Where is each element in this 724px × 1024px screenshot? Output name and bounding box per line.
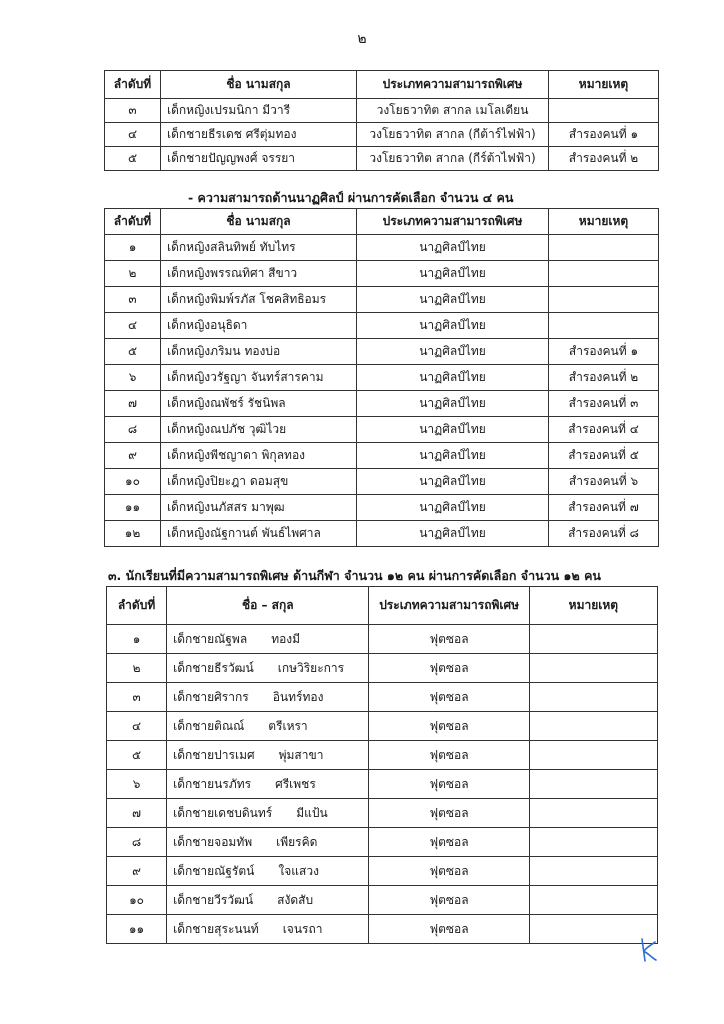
header-ability-type: ประเภทความสามารถพิเศษ <box>369 587 529 625</box>
header-name: ชื่อ นามสกุล <box>161 209 357 235</box>
section-heading-thai-dance: - ความสามารถด้านนาฏศิลป์ ผ่านการคัดเลือก จำนวน ๔ คน <box>188 190 514 205</box>
row-ability: ฟุตซอล <box>369 886 529 915</box>
table-row <box>107 625 658 654</box>
row-order: ๑๐ <box>107 886 167 915</box>
row-ability: วงโยธวาทิต สากล เมโลเดียน <box>357 99 549 123</box>
row-order: ๔ <box>105 123 161 147</box>
last-name: ตรีเหรา <box>268 718 308 733</box>
row-name: เด็กหญิงปิยะฎา ดอมสุข <box>161 469 357 495</box>
table-row <box>107 654 658 683</box>
table-row <box>107 915 658 944</box>
row-order: ๑๒ <box>105 521 161 547</box>
row-order: ๑๑ <box>107 915 167 944</box>
row-ability: ฟุตซอล <box>369 915 529 944</box>
header-name: ชื่อ นามสกุล <box>161 71 357 99</box>
table-row <box>105 235 659 261</box>
row-name <box>167 915 369 944</box>
row-name: เด็กหญิงวรัฐญา จันทร์สารคาม <box>161 365 357 391</box>
last-name: มีแป้น <box>296 805 328 820</box>
row-ability: ฟุตซอล <box>369 857 529 886</box>
row-remark <box>549 313 659 339</box>
last-name: อินทร์ทอง <box>272 689 324 704</box>
row-remark <box>529 683 657 712</box>
table-row <box>107 683 658 712</box>
table-row <box>105 417 659 443</box>
table-row <box>105 261 659 287</box>
header-order: ลำดับที่ <box>105 209 161 235</box>
row-order: ๓ <box>105 99 161 123</box>
header-name: ชื่อ – สกุล <box>167 587 369 625</box>
row-remark <box>529 857 657 886</box>
row-name: เด็กหญิงพิมพ์รภัส โชคสิทธิอมร <box>161 287 357 313</box>
row-ability: นาฏศิลป์ไทย <box>357 469 549 495</box>
row-remark: สำรองคนที่ ๒ <box>549 147 659 171</box>
row-remark: สำรองคนที่ ๔ <box>549 417 659 443</box>
header-remark: หมายเหตุ <box>529 587 657 625</box>
row-name <box>167 741 369 770</box>
first-name: เด็กชายธีรวัฒน์ <box>173 660 254 675</box>
first-name: เด็กชายวีรวัฒน์ <box>173 892 254 907</box>
row-order: ๓ <box>105 287 161 313</box>
row-name: เด็กหญิงนภัสสร มาพุฒ <box>161 495 357 521</box>
table-row <box>105 469 659 495</box>
row-ability: ฟุตซอล <box>369 770 529 799</box>
table-row <box>107 799 658 828</box>
first-name: เด็กชายจอมทัพ <box>173 834 253 849</box>
row-name: เด็กหญิงสลินทิพย์ ทับไทร <box>161 235 357 261</box>
row-ability: ฟุตซอล <box>369 741 529 770</box>
row-order: ๑ <box>105 235 161 261</box>
row-name: เด็กชายธีรเดช ศรีตุ่มทอง <box>161 123 357 147</box>
row-order: ๙ <box>107 857 167 886</box>
table-header-row <box>105 209 659 235</box>
header-order: ลำดับที่ <box>107 587 167 625</box>
row-ability: ฟุตซอล <box>369 625 529 654</box>
row-remark <box>529 712 657 741</box>
table-row <box>105 495 659 521</box>
last-name: เกษวิริยะการ <box>277 660 345 675</box>
row-remark <box>549 99 659 123</box>
row-name <box>167 857 369 886</box>
thai-dance-table <box>104 208 659 547</box>
row-remark: สำรองคนที่ ๓ <box>549 391 659 417</box>
last-name: พุ่มสาขา <box>278 747 324 762</box>
row-order: ๑๐ <box>105 469 161 495</box>
row-order: ๖ <box>107 770 167 799</box>
header-order: ลำดับที่ <box>105 71 161 99</box>
row-order: ๔ <box>105 313 161 339</box>
row-name: เด็กหญิงพีชญาดา พิกุลทอง <box>161 443 357 469</box>
row-order: ๘ <box>105 417 161 443</box>
table-row <box>105 123 659 147</box>
row-name: เด็กหญิงเปรมนิกา มีวารี <box>161 99 357 123</box>
row-order: ๕ <box>105 339 161 365</box>
table-row <box>105 99 659 123</box>
header-ability-type: ประเภทความสามารถพิเศษ <box>357 209 549 235</box>
table-row <box>107 741 658 770</box>
table-row <box>105 443 659 469</box>
row-name <box>167 886 369 915</box>
table-row <box>107 857 658 886</box>
table-row <box>107 712 658 741</box>
row-order: ๗ <box>107 799 167 828</box>
header-remark: หมายเหตุ <box>549 209 659 235</box>
first-name: เด็กชายศิรากร <box>173 689 249 704</box>
row-ability: นาฏศิลป์ไทย <box>357 313 549 339</box>
handwritten-signature <box>636 936 658 964</box>
row-ability: นาฏศิลป์ไทย <box>357 391 549 417</box>
first-name: เด็กชายนรภัทร <box>173 776 252 791</box>
row-order: ๕ <box>107 741 167 770</box>
last-name: ใจแสวง <box>278 863 319 878</box>
row-name: เด็กหญิงอนุธิดา <box>161 313 357 339</box>
row-remark: สำรองคนที่ ๖ <box>549 469 659 495</box>
row-remark <box>549 287 659 313</box>
row-name <box>167 770 369 799</box>
row-remark: สำรองคนที่ ๘ <box>549 521 659 547</box>
row-remark: สำรองคนที่ ๕ <box>549 443 659 469</box>
table-row <box>107 770 658 799</box>
row-remark <box>529 799 657 828</box>
row-order: ๖ <box>105 365 161 391</box>
row-remark: สำรองคนที่ ๗ <box>549 495 659 521</box>
row-remark <box>529 770 657 799</box>
row-ability: นาฏศิลป์ไทย <box>357 521 549 547</box>
row-ability: นาฏศิลป์ไทย <box>357 287 549 313</box>
first-name: เด็กชายณัฐพล <box>173 631 248 646</box>
row-ability: ฟุตซอล <box>369 654 529 683</box>
row-ability: วงโยธวาทิต สากล (กีร์ต้าไฟฟ้า) <box>357 147 549 171</box>
row-remark <box>549 235 659 261</box>
row-remark <box>529 654 657 683</box>
row-name <box>167 625 369 654</box>
row-ability: วงโยธวาทิต สากล (กีต้าร์ไฟฟ้า) <box>357 123 549 147</box>
row-ability: นาฏศิลป์ไทย <box>357 443 549 469</box>
last-name: ทองมี <box>271 631 301 646</box>
row-order: ๒ <box>105 261 161 287</box>
row-ability: นาฏศิลป์ไทย <box>357 417 549 443</box>
row-ability: นาฏศิลป์ไทย <box>357 365 549 391</box>
row-ability: นาฏศิลป์ไทย <box>357 495 549 521</box>
row-name: เด็กชายปัญญพงศ์ จรรยา <box>161 147 357 171</box>
row-order: ๙ <box>105 443 161 469</box>
page-number: ๒ <box>357 31 367 47</box>
first-name: เด็กชายณัฐรัตน์ <box>173 863 255 878</box>
row-name: เด็กหญิงภริมน ทองบ่อ <box>161 339 357 365</box>
row-name <box>167 654 369 683</box>
header-remark: หมายเหตุ <box>549 71 659 99</box>
row-order: ๑ <box>107 625 167 654</box>
table-header-row <box>107 587 658 625</box>
row-ability: ฟุตซอล <box>369 712 529 741</box>
row-name <box>167 828 369 857</box>
row-name <box>167 799 369 828</box>
table-row <box>105 287 659 313</box>
row-remark <box>549 261 659 287</box>
first-name: เด็กชายติณณ์ <box>173 718 245 733</box>
first-name: เด็กชายเดชบดินทร์ <box>173 805 273 820</box>
row-ability: ฟุตซอล <box>369 799 529 828</box>
table-row <box>105 365 659 391</box>
row-remark <box>529 886 657 915</box>
row-order: ๓ <box>107 683 167 712</box>
row-ability: ฟุตซอล <box>369 683 529 712</box>
last-name: สงัดสับ <box>277 892 314 907</box>
section-heading-sports: ๓. นักเรียนที่มีความสามารถพิเศษ ด้านกีฬา จำนวน ๑๒ คน ผ่านการคัดเลือก จำนวน ๑๒ คน <box>108 568 601 583</box>
table-row <box>107 828 658 857</box>
table-row <box>105 313 659 339</box>
table-row <box>105 147 659 171</box>
row-remark <box>529 625 657 654</box>
first-name: เด็กชายสุระนนท์ <box>173 921 259 936</box>
row-ability: ฟุตซอล <box>369 828 529 857</box>
row-ability: นาฏศิลป์ไทย <box>357 339 549 365</box>
row-name <box>167 712 369 741</box>
header-ability-type: ประเภทความสามารถพิเศษ <box>357 71 549 99</box>
row-name: เด็กหญิงณปภัช วุฒิไวย <box>161 417 357 443</box>
last-name: ศรีเพชร <box>275 776 316 791</box>
first-name: เด็กชายปารเมศ <box>173 747 255 762</box>
last-name: เจนรถา <box>282 921 323 936</box>
sports-table <box>106 586 658 944</box>
table-row <box>105 339 659 365</box>
table-row <box>105 391 659 417</box>
special-ability-table-continued <box>104 70 659 171</box>
table-row <box>105 521 659 547</box>
row-order: ๔ <box>107 712 167 741</box>
row-remark: สำรองคนที่ ๒ <box>549 365 659 391</box>
row-order: ๒ <box>107 654 167 683</box>
row-name: เด็กหญิงพรรณทิศา สีขาว <box>161 261 357 287</box>
row-name: เด็กหญิงณัฐกานต์ พันธ์ไพศาล <box>161 521 357 547</box>
row-ability: นาฏศิลป์ไทย <box>357 235 549 261</box>
row-remark <box>529 828 657 857</box>
table-row <box>107 886 658 915</box>
row-name <box>167 683 369 712</box>
row-order: ๗ <box>105 391 161 417</box>
last-name: เพียรคิด <box>276 834 318 849</box>
row-remark: สำรองคนที่ ๑ <box>549 339 659 365</box>
table-header-row <box>105 71 659 99</box>
row-ability: นาฏศิลป์ไทย <box>357 261 549 287</box>
row-order: ๘ <box>107 828 167 857</box>
row-name: เด็กหญิงณพัชร์ รัชนิพล <box>161 391 357 417</box>
row-order: ๑๑ <box>105 495 161 521</box>
row-remark <box>529 741 657 770</box>
row-remark: สำรองคนที่ ๑ <box>549 123 659 147</box>
row-order: ๕ <box>105 147 161 171</box>
